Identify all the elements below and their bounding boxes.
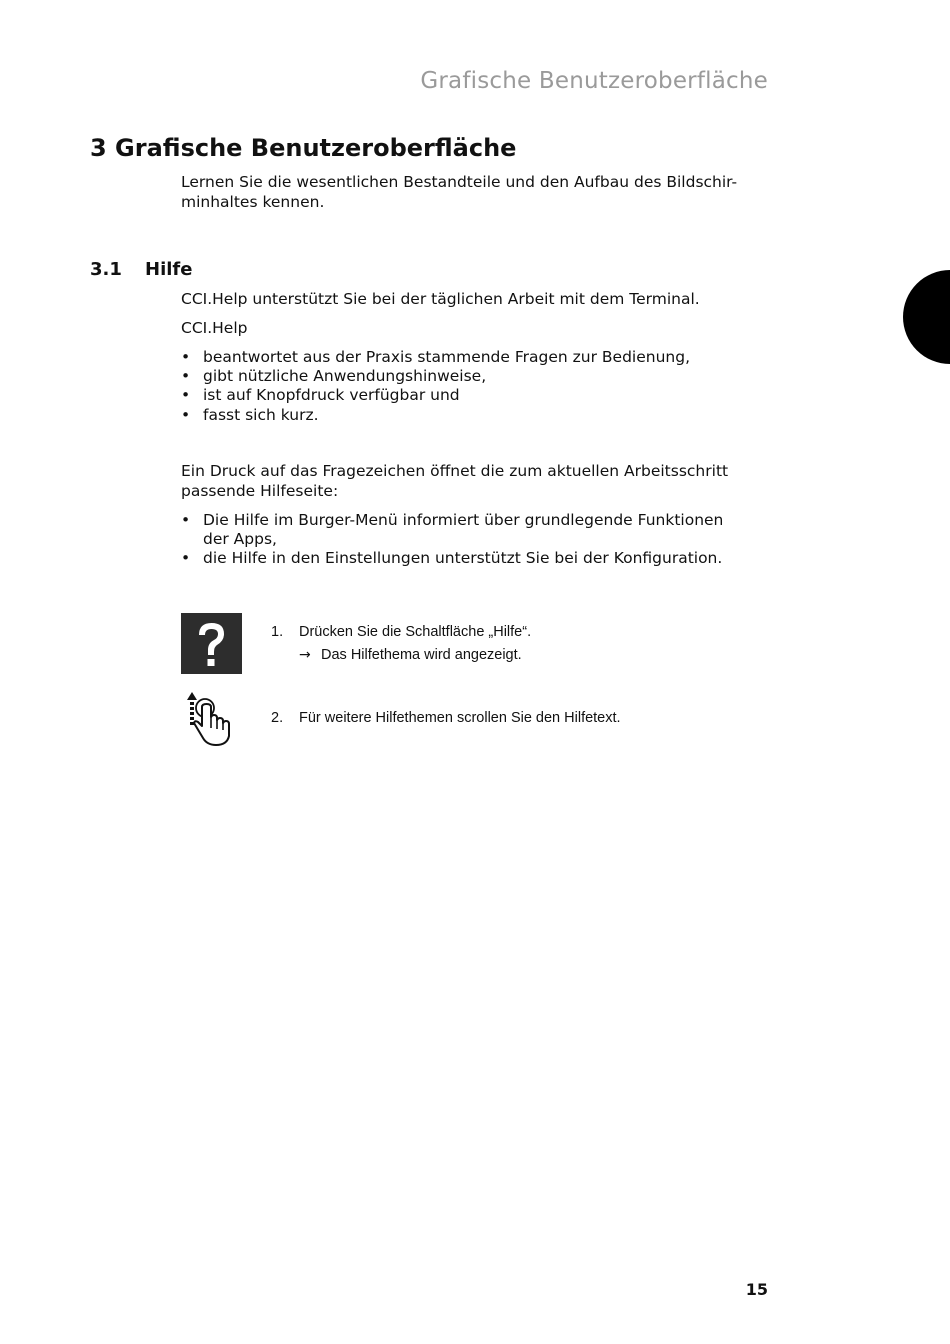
list-item: • die Hilfe in den Einstellungen unterstützt Sie bei der Konfiguration. <box>181 549 751 568</box>
section-paragraph-3-line2: passende Hilfeseite: <box>181 481 339 500</box>
help-question-icon <box>181 613 242 674</box>
chapter-intro-line1: Lernen Sie die wesentlichen Bestandteile und den Aufbau des Bildschir- <box>181 173 738 191</box>
step-2-text: Für weitere Hilfethemen scrollen Sie den Hilfetext. <box>299 710 621 726</box>
chapter-intro <box>181 173 761 212</box>
chapter-title: 3 Grafische Benutzeroberfläche <box>90 134 517 162</box>
step-1-text: Drücken Sie die Schaltfläche „Hilfe“. <box>299 624 532 640</box>
help-location-list <box>181 511 751 569</box>
step-2-number: 2. <box>271 710 284 726</box>
section-paragraph-2: CCI.Help <box>181 319 248 337</box>
chapter-intro-line2: minhaltes kennen. <box>181 192 325 211</box>
step-1-number: 1. <box>271 624 284 640</box>
list-item: • Die Hilfe im Burger-Menü informiert über grundlegende Funktionen der Apps, <box>181 511 751 549</box>
running-header: Grafische Benutzeroberfläche <box>420 68 768 94</box>
result-arrow-icon: → <box>299 647 311 663</box>
chapter-tab-marker <box>903 270 950 364</box>
list-item: • gibt nützliche Anwendungshinweise, <box>181 367 761 386</box>
section-title: Hilfe <box>145 259 193 280</box>
feature-list <box>181 348 761 425</box>
section-paragraph-3 <box>181 462 761 501</box>
swipe-up-icon <box>183 690 237 748</box>
section-paragraph-3-line1: Ein Druck auf das Fragezeichen öffnet die zum aktuellen Arbeitsschritt <box>181 462 729 480</box>
list-item: • beantwortet aus der Praxis stammende Fragen zur Bedienung, <box>181 348 761 367</box>
section-number: 3.1 <box>90 259 122 280</box>
list-item: • ist auf Knopfdruck verfügbar und <box>181 386 761 405</box>
step-1-result: Das Hilfethema wird angezeigt. <box>321 647 522 663</box>
page-number: 15 <box>745 1280 768 1299</box>
list-item: • fasst sich kurz. <box>181 406 761 425</box>
section-paragraph-1: CCI.Help unterstützt Sie bei der täglichen Arbeit mit dem Terminal. <box>181 290 700 308</box>
